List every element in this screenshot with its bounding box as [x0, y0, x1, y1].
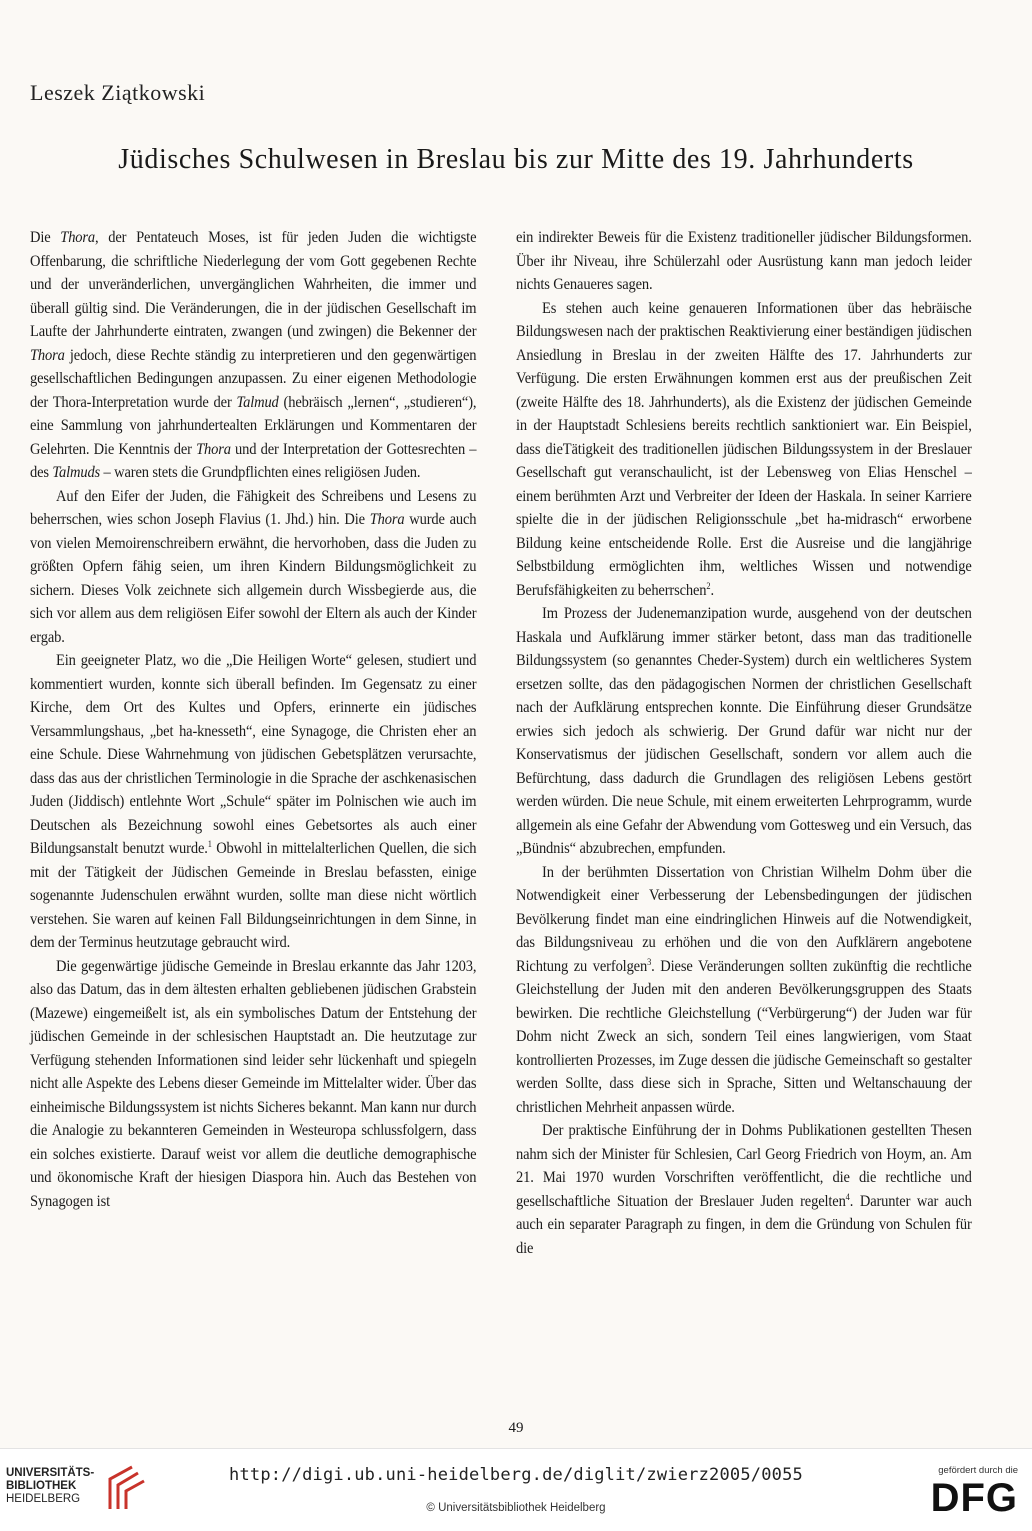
copyright-notice: © Universitätsbibliothek Heidelberg	[426, 1502, 606, 1514]
footer-bar	[0, 1448, 1032, 1531]
text-column-left	[30, 226, 476, 1213]
permalink-url[interactable]: http://digi.ub.uni-heidelberg.de/diglit/zwierz2005/0055	[229, 1465, 803, 1485]
article-title: Jüdisches Schulwesen in Breslau bis zur Mitte des 19. Jahrhunderts	[118, 144, 914, 175]
page-number: 49	[508, 1420, 524, 1436]
paragraph: Im Prozess der Judenemanzipation wurde, ausgehend von der deutschen Haskala und Aufklärung immer stärker betont, dass man das traditionelle Bildungssystem (so genanntes Cheder-System) durch ein weltlicheres System ersetzen sollte, das den pädagogischen Normen der christlichen Gesellschaft nach der Aufklärung entsprechen konnte. Die Einführung dieser Grundsätze erwies sich jedoch als schwierig. Der Grund dafür war nicht nur der Konservatismus der jüdischen Gesellschaft, sondern vor allem auch die Befürchtung, dass dadurch die Grundlagen des religiösen Lebens gestört werden würden. Die neue Schule, mit einem erweiterten Lehrprogramm, wurde allgemein als eine Gefahr der Abwendung vom Gottesweg und ein Versuch, das „Bündnis“ abzubrechen, empfunden.	[516, 605, 972, 857]
text-column-right	[516, 226, 972, 1260]
paragraph: ein indirekter Beweis für die Existenz traditioneller jüdischer Bildungsformen. Über ihr Niveau, ihre Schülerzahl oder Ausrüstung kann man jedoch leider nichts Genaueres sagen.	[516, 229, 972, 293]
sponsor-label: gefördert durch die	[938, 1465, 1018, 1476]
library-name-line1: UNIVERSITÄTS-	[6, 1467, 95, 1479]
paragraph: Auf den Eifer der Juden, die Fähigkeit des Schreibens und Lesens zu beherrschen, wies schon Joseph Flavius (1. Jhd.) hin. Die Thora wurde auch von vielen Memoirenschreibern erwähnt, die hervorhoben, dass die Juden zu größten Opfern fähig seien, um ihren Kindern Bildungsmöglichkeit zu sichern. Dieses Volk zeichnete sich allgemein durch Wissbegierde aus, die sich vor allem aus dem religiösen Eifer sowohl der Eltern als auch der Kinder ergab.	[30, 487, 477, 646]
paragraph: Es stehen auch keine genaueren Informationen über das hebräische Bildungswesen nach der praktischen Reaktivierung einer beständigen jüdischen Ansiedlung in Breslau in der zweiten Hälfte des 17. Jahrhunderts zur Verfügung. Die ersten Erwähnungen kommen erst aus der preußischen Zeit (zweite Hälfte des 18. Jahrhunderts), als die Existenz der jüdischen Gemeinde in der Hauptstadt Schlesiens bereits rechtlich sanktioniert war. Ein Beispiel, dass dieTätigkeit des traditionellen jüdischen Bildungssystem in der Breslauer Gesellschaft gut veranschaulicht, ist der Lebensweg von Elias Henschel – einem berühmten Arzt und Verbreiter der Ideen der Haskala. In seiner Karriere spielte die in der jüdischen Religionsschule „bet ha-midrasch“ erworbene Bildung keine entscheidende Rolle. Erst die Ausreise und die langjährige Selbstbildung ermöglichten ihm, weltliches Wissen und notwendige Berufsfähigkeiten zu beherrschen$^2$.	[516, 299, 972, 599]
paragraph: Die Thora, der Pentateuch Moses, ist für jeden Juden die wichtigste Offenbarung, die schriftliche Niederlegung der vom Gott gegebenen Rechte und der unveränderlichen, unvergänglichen Wahrheiten, die immer und überall gültig sind. Die Veränderungen, die in der jüdischen Gesellschaft im Laufte der Jahrhunderte eintraten, zwangen (und zwingen) die Bekenner der Thora jedoch, diese Rechte ständig zu interpretieren und den gegenwärtigen gesellschaftlichen Bedingungen anzupassen. Zu einer eigenen Methodologie der Thora-Interpretation wurde der Talmud (hebräisch „lernen“, „studieren“), eine Sammlung von jahrhundertealten Erklärungen und Kommentaren der Gelehrten. Die Kenntnis der Thora und der Interpretation der Gottesrechten – des Talmuds – waren stets die Grundpflichten eines religiösen Juden.	[30, 229, 477, 481]
paragraph: Der praktische Einführung der in Dohms Publikationen gestellten Thesen nahm sich der Minister für Schlesien, Carl Georg Friedrich von Hoym, an. Am 21. Mai 1970 wurden Vorschriften veröffentlicht, die die rechtliche und gesellschaftliche Situation der Breslauer Juden regelten$^4$. Darunter war auch auch ein separater Paragraph zu fingen, in dem die Gründung von Schulen für die	[516, 1122, 972, 1257]
paragraph: Die gegenwärtige jüdische Gemeinde in Breslau erkannte das Jahr 1203, also das Datum, das in dem ältesten erhalten gebliebenen jüdischen Grabstein (Mazewe) eingemeißelt ist, als ein symbolisches Datum der Entstehung der jüdischen Gemeinde in der schlesischen Hauptstadt an. Die heutzutage zur Verfügung stehenden Informationen sind leider sehr lückenhaft und spiegeln nicht alle Aspekte des Lebens dieser Gemeinde im Mittelalter wider. Über das einheimische Bildungssystem ist nichts Sicheres bekannt. Man kann nur durch die Analogie zu bekannteren Gemeinden in Westeuropa schlussfolgern, dass ein solches existierte. Darauf weist vor allem die deutliche demographische und ökonomische Kraft der hiesigen Diaspora hin. Auch das Bestehen von Synagogen ist	[30, 957, 477, 1210]
dfg-logo[interactable]: DFG	[930, 1476, 1018, 1520]
paragraph: In der berühmten Dissertation von Christian Wilhelm Dohm über die Notwendigkeit einer Verbesserung der Lebensbedingungen der jüdischen Bevölkerung findet man eine eindringlichen Hinweis auf die Notwendigkeit, das Bildungsniveau zu erhöhen und die von den Aufklärern angebotene Richtung zu verfolgen$^3$. Diese Veränderungen sollten zukünftig die rechtliche Gleichstellung der Juden mit den anderen Bevölkerungsgruppen des Staats bewirken. Die rechtliche Gleichstellung (“Verbürgerung“) der Juden war für Dohm nicht Zweck an sich, sondern Teil eines langwierigen, vom Staat kontrollierten Prozesses, im Zuge dessen die jüdische Gemeinschaft so gestalter werden Sollte, dass diese sich in Sprache, Sitten und Weltanschauung der christlichen Mehrheit anpassen würde.	[516, 863, 972, 1116]
sponsor-block	[918, 1465, 1018, 1518]
author-name: Leszek Ziątkowski	[30, 80, 206, 105]
paragraph: Ein geeigneter Platz, wo die „Die Heiligen Worte“ gelesen, studiert und kommentiert wurden, konnte sich überall befinden. Im Gegensatz zu einer Kirche, dem Ort des Kultes und Opfers, erinnerte ein jüdisches Versammlungshaus, „bet ha-knesseth“, eine Synagoge, die Christen eher an eine Schule. Diese Wahrnehmung von jüdischen Gebetsplätzen verursachte, dass das aus der christlichen Terminologie in die Sprache der aschkenasischen Juden (Jiddisch) entlehnte Wort „Schule“ später im Polnischen wie auch im Deutschen als Bezeichnung sowohl eines Gebetsortes als auch einer Bildungsanstalt benutzt wurde.$^1$ Obwohl in mittelalterlichen Quellen, die sich mit der Tätigkeit der Jüdischen Gemeinde in Breslau befassten, einige sogenannte Judenschulen erwähnt wurden, sollte man diese nicht wörtlich verstehen. Sie waren auf keinen Fall Bildungseinrichtungen in dem Sinne, in dem der Terminus heutzutage gebraucht wird.	[30, 652, 477, 951]
library-name-line3: HEIDELBERG	[6, 1493, 81, 1505]
library-name-line2: BIBLIOTHEK	[6, 1480, 77, 1492]
